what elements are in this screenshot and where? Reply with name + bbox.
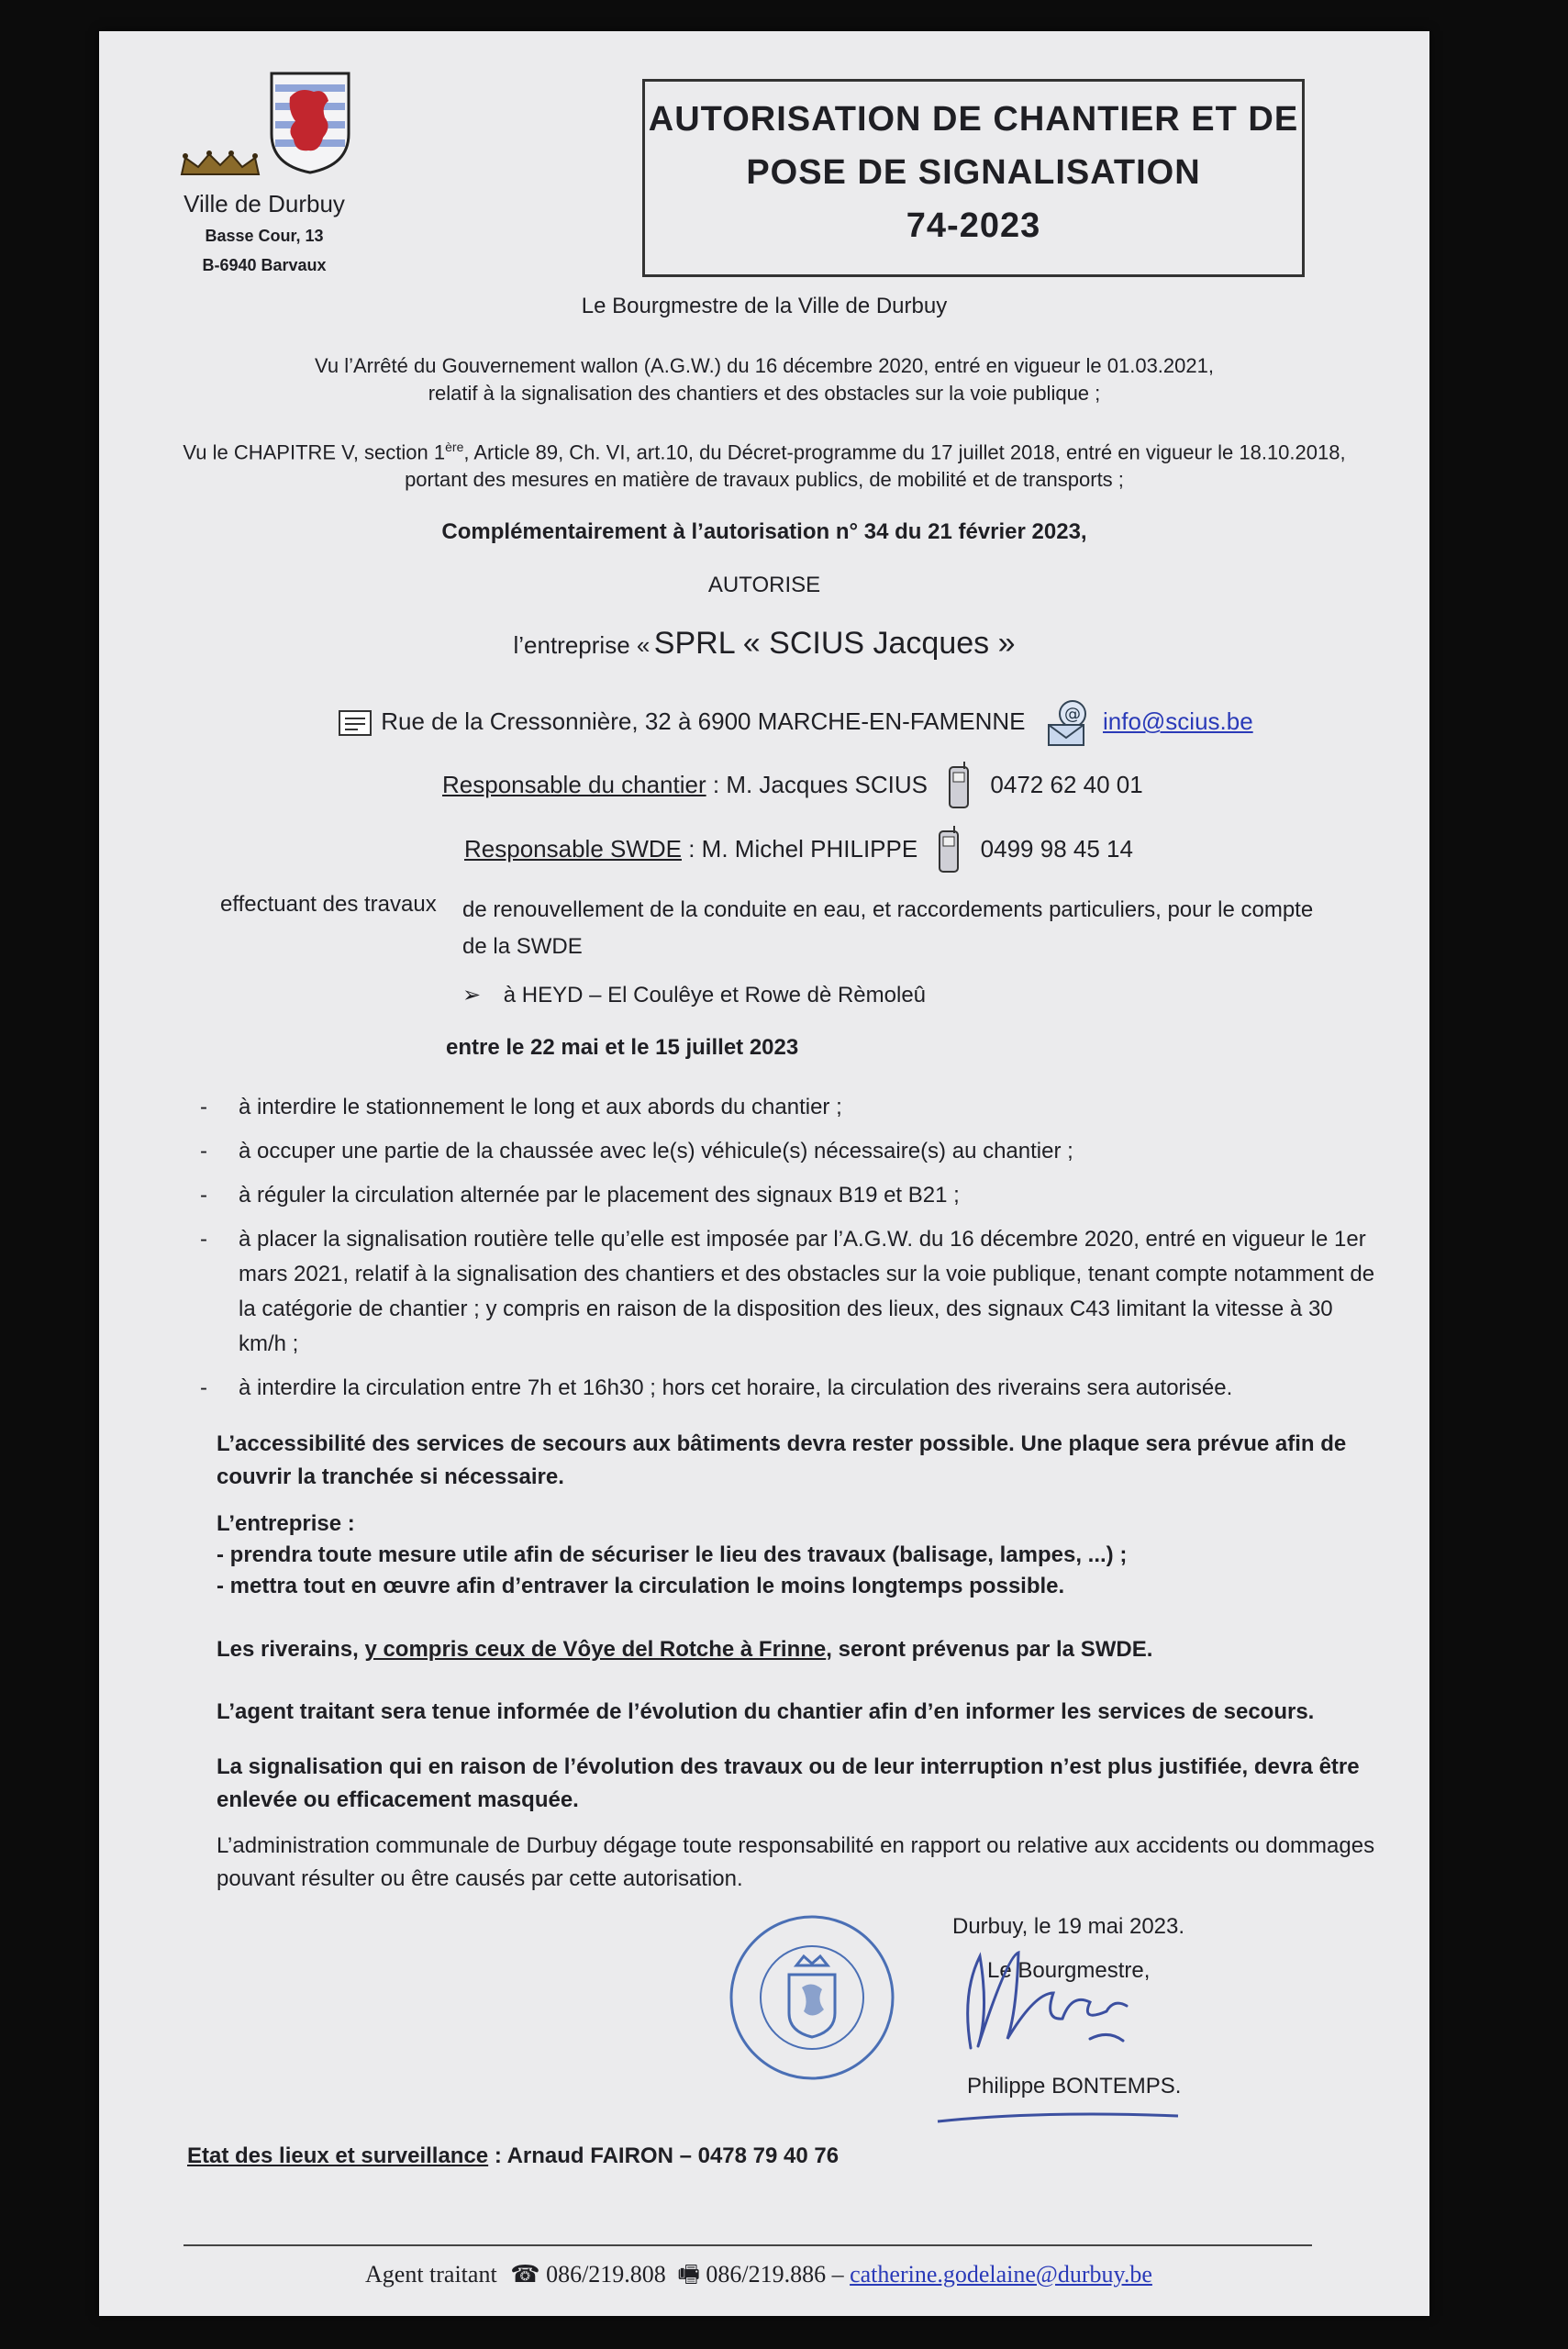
- coat-of-arms-icon: [268, 70, 352, 176]
- works-location-text: à HEYD – El Coulêye et Rowe dè Rèmoleû: [503, 983, 927, 1008]
- town-address-line2: B-6940 Barvaux: [202, 256, 327, 274]
- title-line1: AUTORISATION DE CHANTIER ET DE: [648, 100, 1299, 139]
- company-line: [99, 626, 1429, 662]
- resp-swde-label: Responsable SWDE: [464, 834, 682, 863]
- works-desc-line2: de la SWDE: [462, 934, 583, 959]
- works-description: [462, 892, 1380, 965]
- agent-traitant-row: [365, 2257, 1152, 2298]
- vu-decret-sup: ère: [445, 440, 464, 454]
- accessibility-paragraph: L’accessibilité des services de secours aux bâtiments devra rester possible. Une plaque sera prévue afin de couvrir la tranchée si nécessaire.: [217, 1431, 1347, 1489]
- vu-agw: [99, 352, 1429, 407]
- disclaimer-paragraph: L’administration communale de Durbuy dégage toute responsabilité en rapport ou relative aux accidents ou dommages pouvant résulter ou être causés par cette autorisation.: [217, 1833, 1375, 1891]
- company-email-link[interactable]: info@scius.be: [1102, 707, 1253, 735]
- works-location: [462, 982, 926, 1008]
- resp-swde-row: [464, 826, 1382, 875]
- municipal-stamp-icon: [725, 1910, 899, 2085]
- document-page: [99, 31, 1429, 2316]
- town-address-line1: Basse Cour, 13: [205, 227, 324, 245]
- signature-role: Le Bourgmestre,: [987, 1958, 1151, 1983]
- signature-underline: [934, 2107, 1182, 2125]
- agent-paragraph: L’agent traitant sera tenue informée de l’évolution du chantier afin d’en informer les services de secours.: [217, 1699, 1315, 1724]
- obligations-list: [200, 1090, 1384, 1415]
- list-item: - à réguler la circulation alternée par le placement des signaux B19 et B21 ;: [200, 1178, 1384, 1213]
- works-lead: effectuant des travaux: [220, 892, 437, 917]
- agent-label: Agent traitant: [365, 2261, 497, 2288]
- list-item: - à interdire le stationnement le long et aux abords du chantier ;: [200, 1090, 1384, 1125]
- signature-name: Philippe BONTEMPS.: [967, 2074, 1182, 2099]
- resp-chantier-phone: 0472 62 40 01: [990, 770, 1143, 798]
- resp-chantier-name: : M. Jacques SCIUS: [712, 770, 928, 798]
- vu-decret-line2: portant des mesures en matière de travaux publics, de mobilité et de transports ;: [405, 468, 1124, 492]
- title-line2: POSE DE SIGNALISATION: [746, 153, 1201, 192]
- company-obligations-head: L’entreprise :: [217, 1511, 355, 1536]
- works-period: entre le 22 mai et le 15 juillet 2023: [446, 1035, 799, 1060]
- residents-paragraph: [217, 1633, 1400, 1666]
- mayor-line: Le Bourgmestre de la Ville de Durbuy: [581, 294, 948, 318]
- resp-chantier-row: [442, 762, 1360, 811]
- agent-fax: 086/219.886 –: [706, 2261, 844, 2288]
- list-item: - à interdire la circulation entre 7h et 16h30 ; hors cet horaire, la circulation des riverains sera autorisée.: [200, 1371, 1384, 1406]
- title-box: [642, 79, 1305, 277]
- vu-agw-line2: relatif à la signalisation des chantiers et des obstacles sur la voie publique ;: [428, 382, 1101, 405]
- vu-decret: [99, 433, 1429, 494]
- list-item: - à placer la signalisation routière telle qu’elle est imposée par l’A.G.W. du 16 décembre 2020, entré en vigueur le 1er mars 2021, relatif à la signalisation des chantiers et des obstacles sur la voie publique, tenant compte notamment de la catégorie de chantier ; y compris en raison de la disposition des lieux, des signaux C43 limitant la vitesse à 30 km/h ;: [200, 1222, 1384, 1362]
- svg-text:@: @: [1063, 705, 1081, 724]
- town-name: Ville de Durbuy: [183, 190, 345, 217]
- works-desc-line1: de renouvellement de la conduite en eau, et raccordements particuliers, pour le compte: [462, 897, 1314, 922]
- email-icon: [1045, 699, 1096, 747]
- handwritten-signature-icon: [952, 1938, 1154, 2057]
- company-obligations: [217, 1508, 1400, 1602]
- vu-decret-line1: [99, 433, 1429, 466]
- resp-chantier-label: Responsable du chantier: [442, 770, 706, 798]
- etat-value: : Arnaud FAIRON – 0478 79 40 76: [488, 2143, 840, 2168]
- agent-phone: 086/219.808: [546, 2261, 666, 2288]
- arrow-icon: ➢: [462, 983, 482, 1008]
- town-logo-block: [154, 68, 374, 277]
- company-obligation-1: - prendra toute mesure utile afin de sécuriser le lieu des travaux (balisage, lampes, ...) ;: [217, 1542, 1128, 1567]
- address-row: [338, 699, 1393, 747]
- footer-divider: [183, 2244, 1312, 2246]
- vu-decret-pre: Vu le CHAPITRE V, section 1: [183, 440, 446, 464]
- fax-icon: 🖷: [677, 2261, 700, 2288]
- company-obligation-2: - mettra tout en œuvre afin d’entraver la circulation le moins longtemps possible.: [217, 1574, 1065, 1598]
- company-address: Rue de la Cressonnière, 32 à 6900 MARCHE-EN-FAMENNE: [381, 707, 1026, 735]
- phone-icon: [937, 826, 961, 875]
- list-item: - à occuper une partie de la chaussée avec le(s) véhicule(s) nécessaire(s) au chantier ;: [200, 1134, 1384, 1169]
- complement-line: Complémentairement à l’autorisation n° 34 du 21 février 2023,: [441, 519, 1087, 544]
- resp-swde-name: : M. Michel PHILIPPE: [688, 834, 918, 863]
- letter-icon: [338, 707, 374, 739]
- phone-icon: [947, 762, 971, 811]
- company-name: SPRL « SCIUS Jacques »: [653, 626, 1016, 661]
- signage-paragraph: La signalisation qui en raison de l’évolution des travaux ou de leur interruption n’est plus justifiée, devra être enlevée ou efficacement masquée.: [217, 1754, 1360, 1812]
- residents-post: , seront prévenus par la SWDE.: [826, 1637, 1153, 1662]
- telephone-icon: ☎: [510, 2261, 540, 2288]
- company-prefix: l’entreprise «: [513, 631, 651, 659]
- title-number: 74-2023: [906, 206, 1041, 245]
- residents-underlined: y compris ceux de Vôye del Rotche à Frinne: [364, 1637, 827, 1662]
- vu-decret-post: , Article 89, Ch. VI, art.10, du Décret-programme du 17 juillet 2018, entré en vigueur le 18.10.2018,: [463, 440, 1346, 464]
- residents-pre: Les riverains,: [217, 1637, 365, 1662]
- vu-agw-line1: Vu l’Arrêté du Gouvernement wallon (A.G.W.) du 16 décembre 2020, entré en vigueur le 01.03.2021,: [315, 354, 1214, 377]
- resp-swde-phone: 0499 98 45 14: [980, 834, 1133, 863]
- autorise-line: AUTORISE: [707, 573, 821, 597]
- crown-icon: [176, 150, 264, 176]
- etat-des-lieux-row: [187, 2143, 839, 2169]
- agent-email-link[interactable]: catherine.godelaine@durbuy.be: [850, 2261, 1152, 2288]
- signature-place-date: Durbuy, le 19 mai 2023.: [952, 1914, 1185, 1939]
- etat-label: Etat des lieux et surveillance: [187, 2143, 489, 2168]
